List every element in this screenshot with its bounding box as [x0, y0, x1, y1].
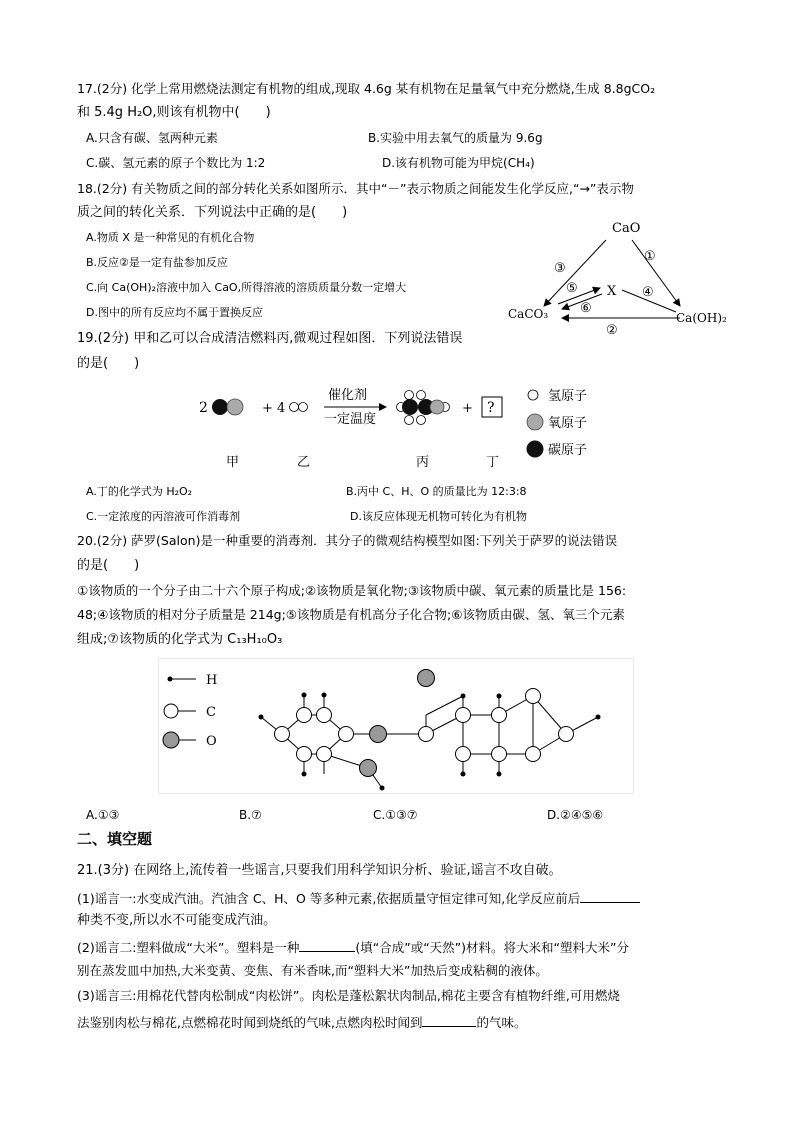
plus-sign: + — [462, 401, 473, 416]
legend-o-icon — [163, 732, 179, 748]
jia-oxygen-atom — [227, 399, 243, 415]
label-ding: 丁 — [486, 455, 500, 470]
q19-option-c: C.一定浓度的丙溶液可作消毒剂 — [86, 510, 241, 523]
q17-stem-line1: 17.(2分) 化学上常用燃烧法测定有机物的组成,现取 4.6g 某有机物在足量氧气中充分燃烧,生成 8.8gCO₂ — [77, 81, 656, 96]
q20-statement-line3: 组成;⑦该物质的化学式为 C₁₃H₁₀O₃ — [77, 632, 283, 647]
legend-carbon-icon — [527, 441, 544, 458]
legend-c-label: C — [206, 705, 216, 720]
q20-option-b: B.⑦ — [239, 808, 262, 822]
q17-option-c: C.碳、氢元素的原子个数比为 1:2 — [86, 156, 266, 170]
reaction-5-label: ⑤ — [566, 281, 578, 296]
q21-part3-line2 — [77, 1012, 526, 1032]
legend-o-label: O — [206, 734, 217, 749]
label-yi: 乙 — [297, 455, 311, 470]
q21-part3-line1: (3)谣言三:用棉花代替肉松制成“肉松饼”。肉松是蓬松絮状肉制品,棉花主要含有植物纤维,可用燃烧 — [77, 988, 620, 1003]
q19-micro-diagram — [190, 378, 610, 478]
q20-option-d: D.②④⑤⑥ — [547, 808, 604, 822]
label-bing: 丙 — [416, 455, 430, 470]
jia-carbon-atom — [212, 399, 228, 415]
q20-stem-line2: 的是( ) — [77, 558, 140, 573]
q19-option-a: A.丁的化学式为 H₂O₂ — [86, 485, 193, 498]
reaction-6-label: ⑥ — [580, 301, 592, 316]
reaction-1-label: ① — [644, 249, 656, 264]
q21-part1-text: (1)谣言一:水变成汽油。汽油含 C、H、O 等多种元素,依据质量守恒定律可知,化学反应前后 — [77, 891, 581, 906]
reaction-3-label: ③ — [554, 261, 566, 276]
q21-part3-text-b: 的气味。 — [476, 1015, 527, 1030]
salol-molecule-model — [158, 658, 634, 794]
unknown-symbol: ? — [487, 400, 495, 416]
label-jia: 甲 — [226, 455, 240, 470]
q20-statement-line1: ①该物质的一个分子由二十六个原子构成;②该物质是氧化物;③该物质中碳、氧元素的质量比是 156: — [77, 583, 627, 598]
plus-4: + 4 — [262, 401, 286, 416]
q19-stem-line1: 19.(2分) 甲和乙可以合成清洁燃料丙,微观过程如图．下列说法错误 — [77, 331, 463, 346]
q21-blank-3[interactable] — [422, 1012, 476, 1027]
q19-option-d: D.该反应体现无机物可转化为有机物 — [350, 510, 527, 523]
reaction-4-label: ④ — [642, 285, 654, 300]
q20-statement-line2: 48;④该物质的相对分子质量是 214g;⑤该物质是有机高分子化合物;⑥该物质由碳、氢、氧三个元素 — [77, 607, 625, 622]
coefficient-2: 2 — [199, 400, 208, 416]
legend-h-label: H — [206, 673, 218, 688]
yi-hydrogen-atom — [299, 403, 308, 412]
q21-part2-line2: 别在蒸发皿中加热,大米变黄、变焦、有米香味,而“塑料大米”加热后变成粘稠的液体。 — [77, 963, 548, 978]
q19-stem-line2: 的是( ) — [77, 356, 140, 371]
legend-oxygen-icon — [527, 414, 543, 430]
cao-label: CaO — [612, 221, 641, 236]
q17-option-b: B.实验中用去氧气的质量为 9.6g — [368, 131, 543, 145]
legend-hydrogen-label: 氢原子 — [548, 389, 588, 404]
q20-option-a: A.①③ — [86, 808, 120, 822]
x-label: X — [607, 284, 617, 299]
arrow-cao-to-caoh2 — [632, 240, 680, 306]
catalyst-label: 催化剂 — [328, 388, 368, 403]
q18-conversion-diagram — [500, 214, 740, 344]
q21-stem: 21.(3分) 在网络上,流传着一些谣言,只要我们用科学知识分析、验证,谣言不攻自破。 — [77, 863, 562, 878]
q18-stem-line2: 质之间的转化关系．下列说法中正确的是( ) — [77, 205, 348, 220]
q21-part3-text: 法鉴别肉松与棉花,点燃棉花时闻到烧纸的气味,点燃肉松时闻到 — [77, 1015, 423, 1030]
condition-label: 一定温度 — [324, 412, 377, 427]
q18-option-a: A.物质 X 是一种常见的有机化合物 — [86, 231, 255, 244]
q21-blank-1[interactable] — [580, 888, 640, 903]
q21-part2-line1 — [77, 937, 629, 957]
q21-blank-2[interactable] — [299, 937, 355, 952]
q20-stem-line1: 20.(2分) 萨罗(Salon)是一种重要的消毒剂．其分子的微观结构模型如图:下列关于萨罗的说法错误 — [77, 533, 618, 548]
q21-part1-line1 — [77, 888, 640, 908]
arrow-caco3-to-x — [558, 288, 600, 304]
legend-hydrogen-icon — [528, 390, 538, 400]
q18-option-c: C.向 Ca(OH)₂溶液中加入 CaO,所得溶液的溶质质量分数一定增大 — [86, 281, 407, 294]
reaction-2-label: ② — [606, 323, 618, 338]
q18-option-d: D.图中的所有反应均不属于置换反应 — [86, 306, 263, 319]
q17-option-a: A.只含有碳、氢两种元素 — [86, 131, 218, 145]
q18-option-b: B.反应②是一定有盐参加反应 — [86, 256, 228, 269]
model-frame — [159, 659, 634, 794]
caoh2-label: Ca(OH)₂ — [676, 311, 727, 325]
q21-part2-text: (2)谣言二:塑料做成“大米”。塑料是一种 — [77, 940, 300, 955]
q21-part2-text-b: (填“合成”或“天然”)材料。将大米和“塑料大米”分 — [355, 940, 629, 955]
bing-molecule — [397, 391, 450, 425]
q20-option-c: C.①③⑦ — [373, 808, 418, 822]
q17-stem-line2: 和 5.4g H₂O,则该有机物中( ) — [77, 105, 271, 120]
legend-carbon-label: 碳原子 — [548, 443, 588, 458]
yi-hydrogen-atom — [290, 403, 299, 412]
q19-option-b: B.丙中 C、H、O 的质量比为 12:3:8 — [346, 485, 527, 498]
section-heading: 二、填空题 — [77, 830, 153, 848]
q17-option-d: D.该有机物可能为甲烷(CH₄) — [382, 156, 535, 170]
q18-stem-line1: 18.(2分) 有关物质之间的部分转化关系如图所示．其中“－”表示物质之间能发生化学反应,“→”表示物 — [77, 181, 634, 196]
caco3-label: CaCO₃ — [508, 307, 549, 321]
q21-part1-line2: 种类不变,所以水不可能变成汽油。 — [77, 913, 277, 928]
legend-oxygen-label: 氧原子 — [548, 416, 588, 431]
legend-c-icon — [164, 704, 178, 718]
